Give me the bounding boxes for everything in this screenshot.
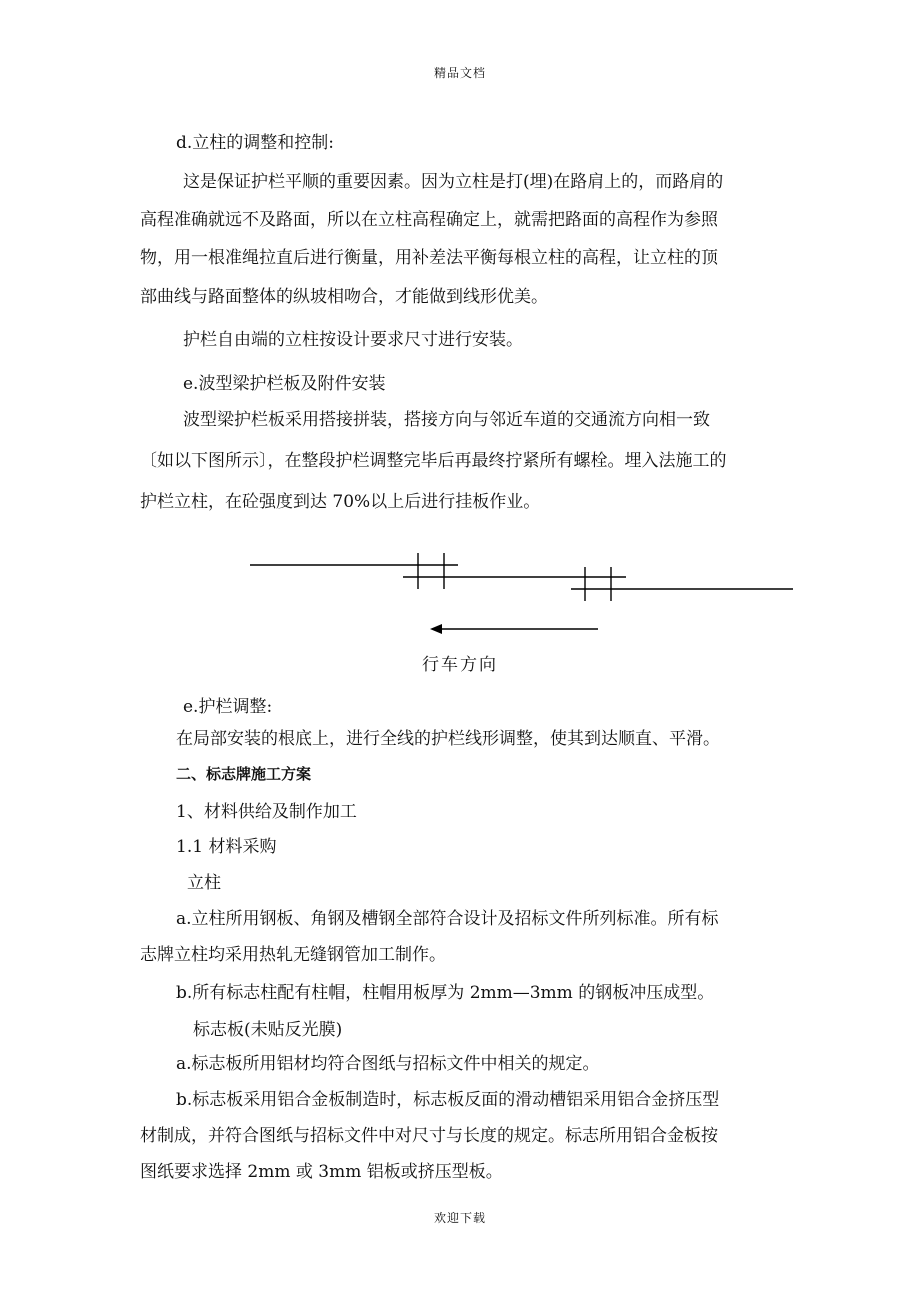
paragraph-line: 〔如以下图所示〕，在整段护栏调整完毕后再最终拧紧所有螺栓。埋入法施工的 [140, 451, 727, 471]
paragraph-line: a.标志板所用铝材均符合图纸与招标文件中相关的规定。 [176, 1054, 600, 1074]
paragraph-line: b.所有标志柱配有柱帽，柱帽用板厚为 2mm—3mm 的钢板冲压成型。 [176, 983, 715, 1003]
subsection-heading: 1.1 材料采购 [176, 837, 277, 857]
paragraph-d-heading: d.立柱的调整和控制: [176, 133, 335, 153]
item-heading: 标志板(未贴反光膜) [193, 1020, 343, 1040]
item-heading: 立柱 [187, 873, 221, 893]
paragraph-line: 在局部安装的根底上，进行全线的护栏线形调整，使其到达顺直、平滑。 [176, 729, 720, 749]
paragraph-line: 护栏立柱，在砼强度到达 70%以上后进行挂板作业。 [140, 492, 541, 512]
paragraph-line: 波型梁护栏板采用搭接拼装，搭接方向与邻近车道的交通流方向相一致 [183, 410, 710, 430]
paragraph-line: 物，用一根准绳拉直后进行衡量，用补差法平衡每根立柱的高程，让立柱的顶 [140, 248, 718, 268]
figure-caption: 行车方向 [422, 655, 498, 675]
paragraph-e-heading: e.护栏调整: [183, 697, 273, 717]
paragraph-line: 材制成，并符合图纸与招标文件中对尺寸与长度的规定。标志所用铝合金板按 [140, 1126, 718, 1146]
paragraph-line: a.立柱所用钢板、角钢及槽钢全部符合设计及招标文件所列标准。所有标 [176, 909, 719, 929]
section-heading: 二、标志牌施工方案 [176, 765, 312, 783]
direction-arrow-head [430, 624, 442, 634]
page-footer: 欢迎下载 [433, 1211, 486, 1225]
paragraph-line: 这是保证护栏平顺的重要因素。因为立柱是打(埋)在路肩上的，而路肩的 [183, 172, 724, 192]
paragraph-line: 部曲线与路面整体的纵坡相吻合，才能做到线形优美。 [140, 287, 548, 307]
paragraph-line: 图纸要求选择 2mm 或 3mm 铝板或挤压型板。 [140, 1162, 503, 1182]
page-header: 精品文档 [433, 66, 486, 80]
paragraph-line: 志牌立柱均采用热轧无缝钢管加工制作。 [140, 945, 446, 965]
subsection-heading: 1、材料供给及制作加工 [176, 802, 357, 822]
paragraph-e-heading: e.波型梁护栏板及附件安装 [183, 374, 386, 394]
guardrail-overlap-diagram [0, 545, 920, 645]
paragraph-line: 护栏自由端的立柱按设计要求尺寸进行安装。 [183, 330, 523, 350]
paragraph-line: 高程准确就远不及路面，所以在立柱高程确定上，就需把路面的高程作为参照 [140, 210, 718, 230]
paragraph-line: b.标志板采用铝合金板制造时，标志板反面的滑动槽铝采用铝合金挤压型 [176, 1090, 720, 1110]
